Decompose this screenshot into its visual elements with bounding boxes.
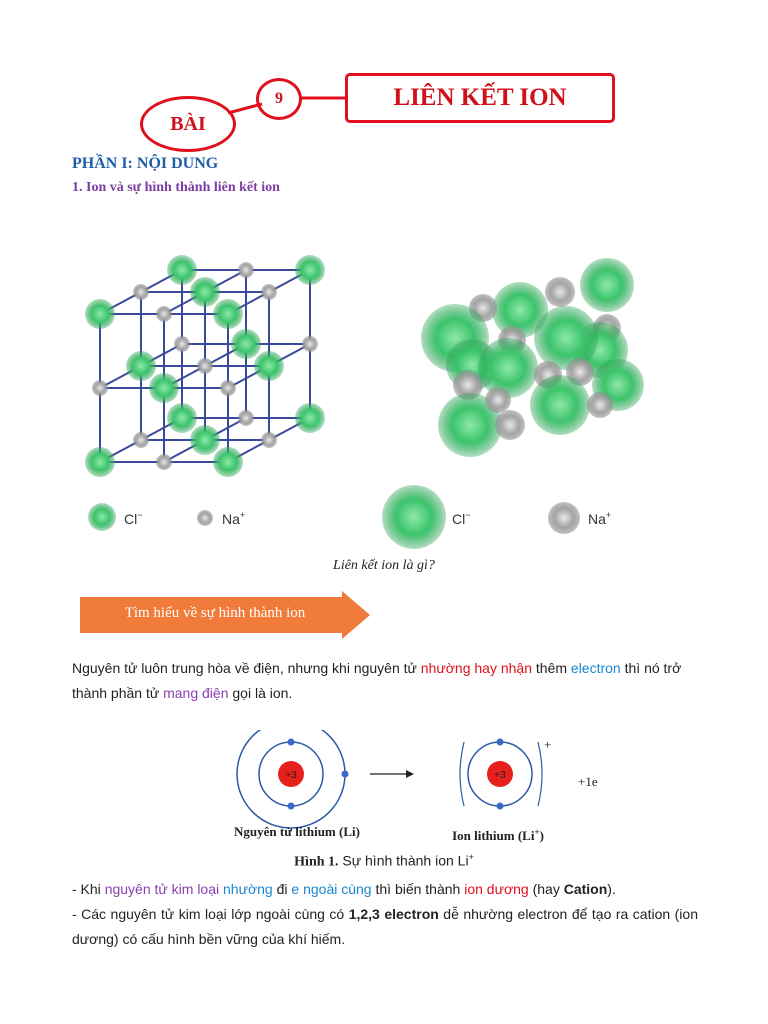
cl-ion xyxy=(85,447,115,477)
subsection-title: 1. Ion và sự hình thành liên kết ion xyxy=(72,180,280,195)
cl-ion xyxy=(213,447,243,477)
legend-cl-label-right: Cl− xyxy=(452,510,471,527)
cl-ion xyxy=(478,338,538,398)
na-ion xyxy=(174,336,190,352)
electron xyxy=(497,803,504,810)
ion-bracket-left xyxy=(460,742,464,806)
electron xyxy=(288,803,295,810)
nacl-crystal-figure xyxy=(0,200,768,555)
legend-cl-sphere xyxy=(88,503,116,531)
electron xyxy=(497,739,504,746)
cl-ion xyxy=(231,329,261,359)
cl-ion xyxy=(213,299,243,329)
section-title: PHẦN I: NỘI DUNG xyxy=(72,155,219,172)
bullet-metal-electrons: - Các nguyên tử kim loại lớp ngoài cùng có 1,2,3 electron dễ nhường electron để tạo ra cation (ion dương) có cấu hình bền vững của khí hiếm. xyxy=(72,906,698,947)
legend-na-sphere xyxy=(197,510,213,526)
cl-ion xyxy=(295,403,325,433)
reaction-arrow-head xyxy=(406,770,414,778)
na-ion xyxy=(156,454,172,470)
na-ion xyxy=(302,336,318,352)
na-ion xyxy=(495,410,525,440)
legend-na-sphere-large xyxy=(548,502,580,534)
cl-ion xyxy=(190,277,220,307)
cl-ion xyxy=(85,299,115,329)
legend-cl-sphere-large xyxy=(382,485,446,549)
question-caption: Liên kết ion là gì? xyxy=(333,558,435,573)
ion-label: Ion lithium (Li+) xyxy=(452,827,544,843)
na-ion xyxy=(133,432,149,448)
figure-caption: Hình 1. Sự hình thành ion Li+ xyxy=(294,852,474,870)
cl-ion xyxy=(149,373,179,403)
lattice-atoms xyxy=(85,255,325,477)
electron xyxy=(342,771,349,778)
bullet-cation: - Khi nguyên tử kim loại nhường đi e ngoài cùng thì biến thành ion dương (hay Cation). xyxy=(72,881,616,897)
legend-na-label: Na+ xyxy=(222,510,246,527)
na-ion xyxy=(238,410,254,426)
na-ion xyxy=(261,284,277,300)
na-ion xyxy=(197,358,213,374)
electron-gain: +1e xyxy=(578,774,598,789)
na-ion xyxy=(545,277,575,307)
cl-ion xyxy=(530,375,590,435)
ion-bracket-right xyxy=(538,742,542,806)
ion-charge: + xyxy=(544,737,552,752)
packed-crystal xyxy=(421,258,644,457)
lesson-number: 9 xyxy=(256,78,302,120)
atom-nucleus-charge: +3 xyxy=(285,770,297,781)
na-ion xyxy=(238,262,254,278)
cl-ion xyxy=(167,403,197,433)
ion-nucleus-charge: +3 xyxy=(494,770,506,781)
cl-ion xyxy=(534,306,598,370)
na-ion xyxy=(261,432,277,448)
arrow-banner-text: Tìm hiểu về sự hình thành ion xyxy=(124,604,306,621)
page-title: LIÊN KẾT ION xyxy=(345,73,615,123)
cl-ion xyxy=(254,351,284,381)
intro-paragraph: Nguyên tử luôn trung hòa về điện, nhưng khi nguyên tử nhường hay nhận thêm electron thì nó trở thành phần tử mang điện gọi là ion. xyxy=(72,660,682,701)
na-ion xyxy=(587,392,613,418)
na-ion xyxy=(156,306,172,322)
lithium-ion-figure xyxy=(220,730,620,852)
na-ion xyxy=(485,387,511,413)
na-ion xyxy=(133,284,149,300)
electron xyxy=(288,739,295,746)
cl-ion xyxy=(295,255,325,285)
legend-na-label-right: Na+ xyxy=(588,510,612,527)
cl-ion xyxy=(126,351,156,381)
cl-ion xyxy=(190,425,220,455)
cl-ion xyxy=(580,258,634,312)
cl-ion xyxy=(167,255,197,285)
lesson-label: BÀI xyxy=(140,96,236,152)
atom-label: Nguyên tử lithium (Li) xyxy=(234,824,360,839)
legend-cl-label: Cl− xyxy=(124,510,143,527)
na-ion xyxy=(220,380,236,396)
na-ion xyxy=(92,380,108,396)
